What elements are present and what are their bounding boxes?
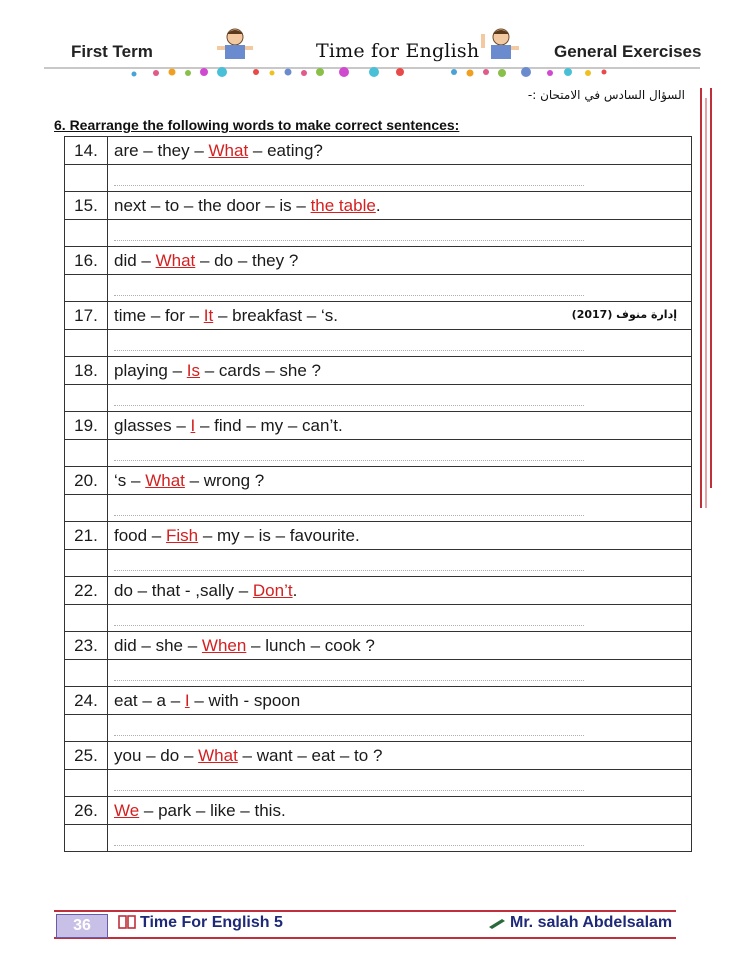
capitalized-start-word: What — [208, 140, 249, 160]
scrambled-words — [108, 192, 692, 220]
answer-row — [65, 550, 692, 577]
capitalized-start-word: When — [201, 635, 247, 655]
answer-row — [65, 440, 692, 467]
answer-number-cell — [65, 605, 108, 632]
answer-number-cell — [65, 770, 108, 797]
word-fragment: do – that - ,sally – — [114, 580, 253, 600]
answer-row — [65, 770, 692, 797]
word-fragment: – my – is – favourite. — [198, 525, 360, 545]
scrambled-words — [108, 687, 692, 715]
answer-number-cell — [65, 495, 108, 522]
answer-row — [65, 330, 692, 357]
question-number: 20. — [65, 467, 108, 495]
scrambled-words — [108, 357, 692, 385]
word-fragment: you – do – — [114, 745, 199, 765]
footer-author-text: Mr. salah Abdelsalam — [510, 914, 673, 931]
answer-row — [65, 495, 692, 522]
scrambled-words — [108, 247, 692, 275]
exam-source-note: إدارة منوف (2017) — [571, 308, 677, 321]
question-number: 22. — [65, 577, 108, 605]
question-row — [65, 137, 692, 165]
word-fragment: – cards – she ? — [200, 360, 321, 380]
question-row — [65, 192, 692, 220]
word-fragment: – do – they ? — [195, 250, 299, 270]
word-fragment: – with - spoon — [189, 690, 301, 710]
answer-line[interactable] — [108, 660, 692, 687]
dotted-writing-line — [114, 226, 584, 241]
question-row — [65, 412, 692, 440]
question-row — [65, 302, 692, 330]
capitalized-start-word: What — [155, 250, 196, 270]
dotted-writing-line — [114, 776, 584, 791]
capitalized-start-word: It — [203, 305, 214, 325]
dotted-writing-line — [114, 446, 584, 461]
header-title: Time for English — [316, 40, 480, 62]
question-number: 18. — [65, 357, 108, 385]
question-number: 26. — [65, 797, 108, 825]
word-fragment: – find – my – can’t. — [195, 415, 343, 435]
decorative-dots-border — [44, 64, 700, 80]
answer-line[interactable] — [108, 330, 692, 357]
word-fragment: – want – eat – to ? — [237, 745, 383, 765]
answer-number-cell — [65, 825, 108, 852]
exercise-table — [64, 136, 692, 852]
question-row — [65, 742, 692, 770]
answer-row — [65, 605, 692, 632]
answer-line[interactable] — [108, 275, 692, 302]
capitalized-start-word: I — [184, 690, 190, 710]
answer-number-cell — [65, 715, 108, 742]
dotted-writing-line — [114, 666, 584, 681]
word-fragment: . — [375, 195, 381, 215]
question-row — [65, 797, 692, 825]
word-fragment: – lunch – cook ? — [246, 635, 375, 655]
answer-number-cell — [65, 220, 108, 247]
writing-hand-icon — [488, 917, 506, 929]
answer-row — [65, 220, 692, 247]
capitalized-start-word: What — [198, 745, 238, 765]
dotted-writing-line — [114, 336, 584, 351]
answer-line[interactable] — [108, 550, 692, 577]
capitalized-start-word: I — [190, 415, 196, 435]
word-fragment: food – — [114, 525, 166, 545]
capitalized-start-word: Is — [186, 360, 201, 380]
word-fragment: playing – — [114, 360, 187, 380]
footer-author — [488, 914, 672, 932]
dotted-writing-line — [114, 611, 584, 626]
scrambled-words — [108, 302, 692, 330]
footer-top-rule — [54, 910, 676, 912]
dotted-writing-line — [114, 281, 584, 296]
footer-bottom-rule — [54, 937, 676, 939]
question-row — [65, 467, 692, 495]
scrambled-words — [108, 742, 692, 770]
scrambled-words — [108, 797, 692, 825]
header-term: First Term — [71, 42, 153, 61]
answer-line[interactable] — [108, 770, 692, 797]
cartoon-boy-icon — [479, 26, 523, 62]
question-row — [65, 522, 692, 550]
question-row — [65, 247, 692, 275]
word-fragment: time – for – — [114, 305, 204, 325]
word-fragment: did – — [114, 250, 156, 270]
page-number: 36 — [56, 914, 108, 938]
answer-number-cell — [65, 165, 108, 192]
word-fragment: – wrong ? — [184, 470, 265, 490]
answer-number-cell — [65, 440, 108, 467]
question-number: 25. — [65, 742, 108, 770]
answer-row — [65, 825, 692, 852]
section-title: 6. Rearrange the following words to make correct sentences: — [54, 117, 460, 133]
question-row — [65, 632, 692, 660]
answer-line[interactable] — [108, 220, 692, 247]
question-number: 15. — [65, 192, 108, 220]
dotted-writing-line — [114, 721, 584, 736]
scrambled-words — [108, 412, 692, 440]
answer-number-cell — [65, 550, 108, 577]
word-fragment: ‘s – — [114, 470, 146, 490]
answer-row — [65, 715, 692, 742]
book-icon — [118, 915, 136, 929]
capitalized-start-word: Fish — [166, 525, 199, 545]
word-fragment: – park – like – this. — [139, 800, 286, 820]
word-fragment: are – they – — [114, 140, 209, 160]
question-number: 16. — [65, 247, 108, 275]
answer-line[interactable] — [108, 495, 692, 522]
dotted-writing-line — [114, 556, 584, 571]
answer-line[interactable] — [108, 165, 692, 192]
answer-line[interactable] — [108, 605, 692, 632]
word-fragment: eat – a – — [114, 690, 185, 710]
question-number: 24. — [65, 687, 108, 715]
answer-line[interactable] — [108, 825, 692, 852]
capitalized-start-word: the table — [310, 195, 376, 215]
word-fragment: – eating? — [248, 140, 323, 160]
word-fragment: next – to – the door – is – — [114, 195, 311, 215]
answer-number-cell — [65, 660, 108, 687]
answer-row — [65, 275, 692, 302]
question-number: 17. — [65, 302, 108, 330]
answer-number-cell — [65, 385, 108, 412]
word-fragment: did – she – — [114, 635, 202, 655]
answer-line[interactable] — [108, 440, 692, 467]
scrambled-words — [108, 522, 692, 550]
capitalized-start-word: Don’t — [252, 580, 293, 600]
word-fragment: . — [292, 580, 298, 600]
cartoon-boy-icon — [213, 26, 257, 62]
capitalized-start-word: We — [114, 800, 140, 820]
question-number: 23. — [65, 632, 108, 660]
word-fragment: glasses – — [114, 415, 191, 435]
word-fragment: – breakfast – ‘s. — [213, 305, 338, 325]
dotted-writing-line — [114, 171, 584, 186]
dotted-writing-line — [114, 831, 584, 846]
footer-book-text: Time For English 5 — [140, 914, 283, 931]
scrambled-words — [108, 632, 692, 660]
answer-line[interactable] — [108, 715, 692, 742]
scrambled-words — [108, 137, 692, 165]
answer-number-cell — [65, 275, 108, 302]
question-number: 19. — [65, 412, 108, 440]
question-row — [65, 687, 692, 715]
answer-number-cell — [65, 330, 108, 357]
dotted-writing-line — [114, 391, 584, 406]
question-number: 21. — [65, 522, 108, 550]
answer-row — [65, 660, 692, 687]
question-row — [65, 577, 692, 605]
question-number: 14. — [65, 137, 108, 165]
answer-row — [65, 385, 692, 412]
question-row — [65, 357, 692, 385]
decorative-side-bars — [700, 88, 714, 508]
answer-line[interactable] — [108, 385, 692, 412]
capitalized-start-word: What — [145, 470, 185, 490]
answer-row — [65, 165, 692, 192]
scrambled-words — [108, 577, 692, 605]
header-exercises: General Exercises — [554, 42, 702, 61]
footer-book-title — [118, 914, 283, 932]
arabic-question-label: السؤال السادس في الامتحان :- — [527, 88, 685, 102]
dotted-writing-line — [114, 501, 584, 516]
scrambled-words — [108, 467, 692, 495]
